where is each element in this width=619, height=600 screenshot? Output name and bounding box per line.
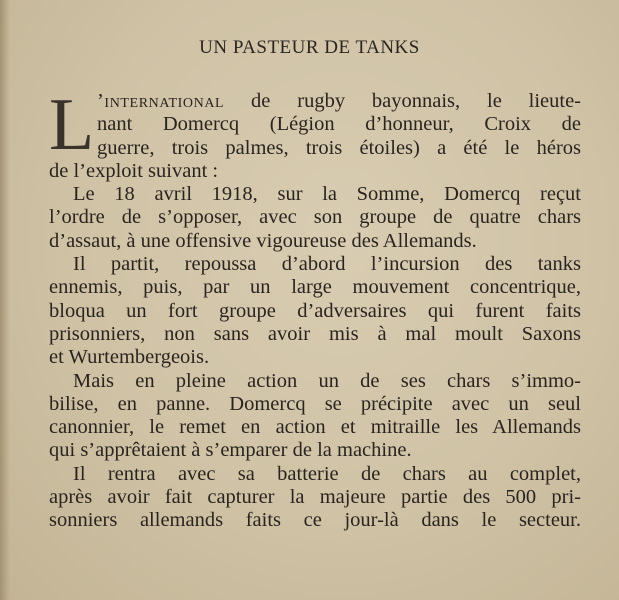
text-line: Il rentra avec sa batterie de chars au complet, [73, 462, 581, 485]
text-line: ennemis, puis, par un large mouvement concentrique, [49, 276, 581, 299]
text-line: sonniers allemands faits ce jour-là dans le secteur. [49, 509, 581, 532]
text-line: et Wurtembergeois. [49, 346, 210, 369]
text-line: bilise, en panne. Domercq se précipite avec un seul [49, 392, 581, 415]
text-line: Mais en pleine action un de ses chars s’immo- [73, 369, 581, 392]
text-line: Il partit, repoussa d’abord l’incursion des tanks [73, 253, 581, 276]
text-line: après avoir fait capturer la majeure partie des 500 pri- [49, 486, 581, 509]
text-line [97, 90, 581, 113]
text-line: guerre, trois palmes, trois étoiles) a été le héros [97, 136, 581, 159]
first-line-rest: de rugby bayonnais, le lieute- [224, 90, 581, 112]
text-line: l’ordre de s’opposer, avec son groupe de quatre chars [49, 206, 581, 229]
text-line: bloqua un fort groupe d’adversaires qui furent faits [49, 299, 581, 322]
text-line: nant Domercq (Légion d’honneur, Croix de [97, 113, 581, 136]
chapter-title: UN PASTEUR DE TANKS [199, 37, 420, 58]
text-line: de l’exploit suivant : [49, 159, 219, 182]
small-caps-lead: ’international [97, 90, 225, 112]
text-line: canonnier, le remet en action et mitraille les Allemands [49, 416, 581, 439]
text-line: Le 18 avril 1918, sur la Somme, Domercq reçut [73, 183, 581, 206]
text-line: prisonniers, non sans avoir mis à mal moult Saxons [49, 322, 581, 345]
body-text [49, 84, 581, 533]
text-line: qui s’apprêtaient à s’emparer de la machine. [49, 439, 412, 462]
drop-cap-letter: L [49, 84, 95, 166]
page-shadow-edge [0, 0, 10, 600]
text-line: d’assaut, à une offensive vigoureuse des Allemands. [49, 229, 477, 252]
